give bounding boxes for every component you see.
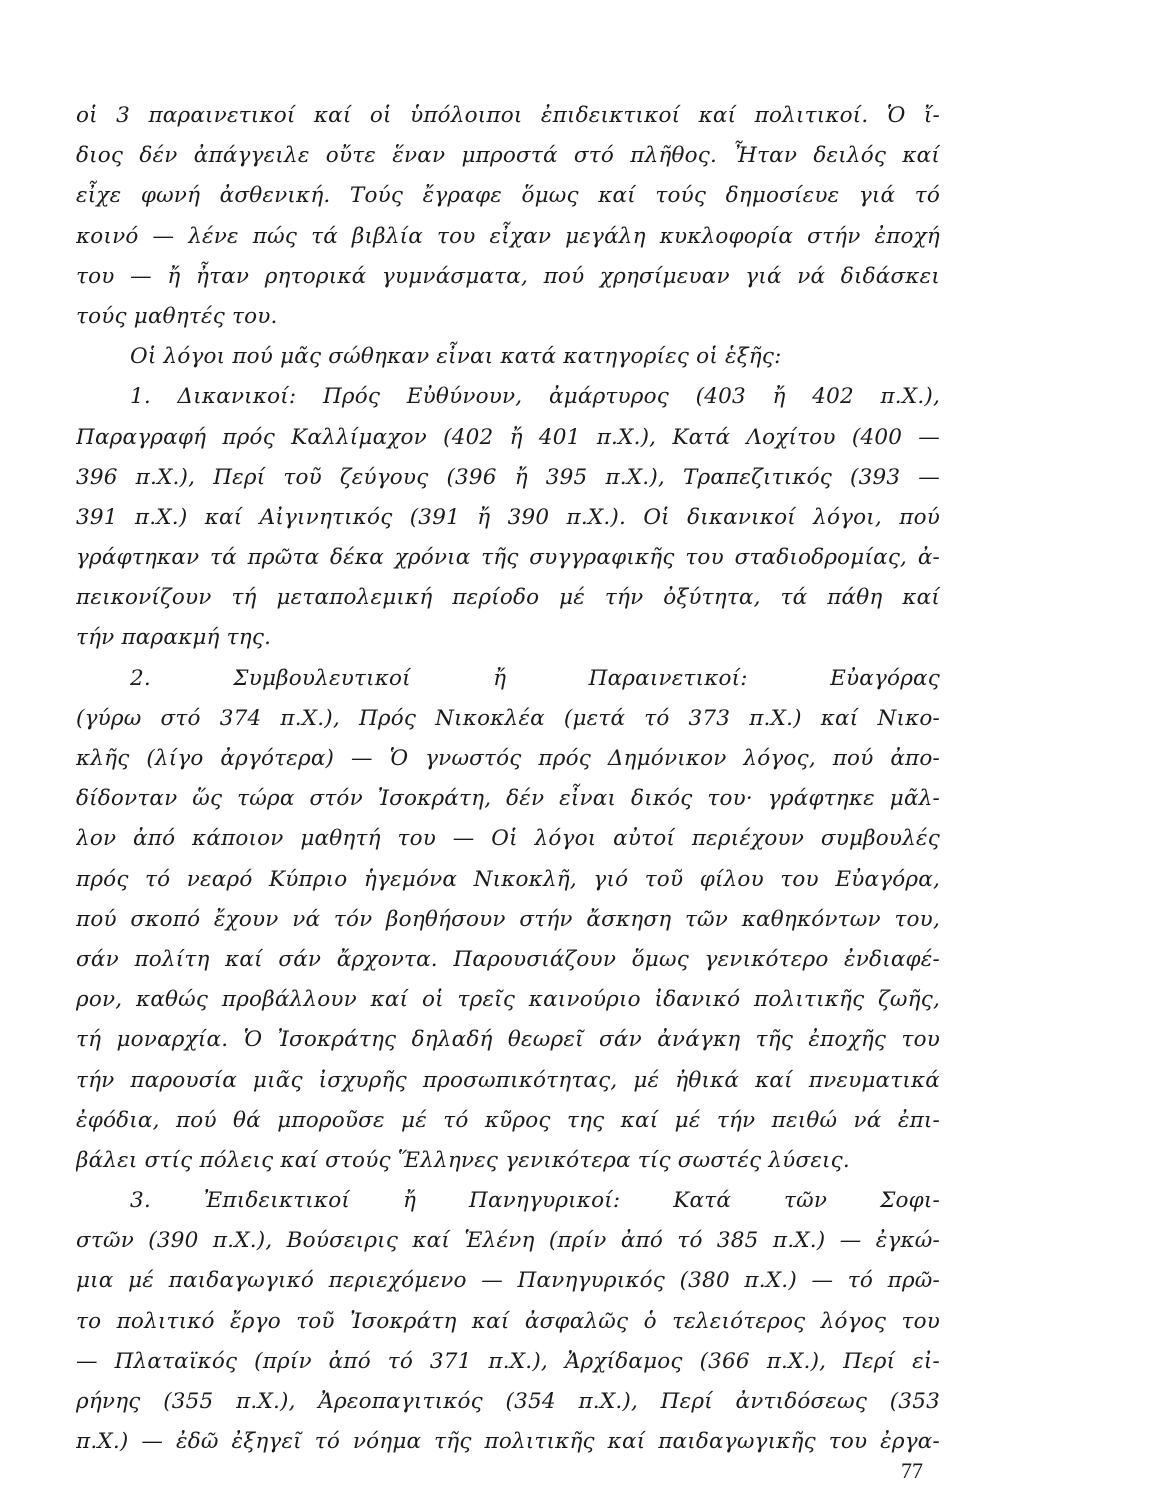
text-line: γράφτηκαν τά πρῶτα δέκα χρόνια τῆς συγγραφικῆς του σταδιοδρομίας, ἀ- bbox=[76, 545, 940, 571]
text-line: εἶχε φωνή ἀσθενική. Τούς ἔγραφε ὅμως καί τούς δημοσίευε γιά τό bbox=[76, 183, 940, 209]
text-line: ρον, καθώς προβάλλουν καί οἱ τρεῖς καινούριο ἰδανικό πολιτικῆς ζωῆς, bbox=[76, 987, 940, 1013]
text-line: τήν παρακμή της. bbox=[76, 625, 272, 651]
text-line: 396 π.Χ.), Περί τοῦ ζεύγους (396 ἤ 395 π.Χ.), Τραπεζιτικός (393 — bbox=[76, 464, 940, 490]
text-line: πού σκοπό ἔχουν νά τόν βοηθήσουν στήν ἄσκηση τῶν καθηκόντων του, bbox=[76, 906, 940, 932]
text-line: βάλει στίς πόλεις καί στούς Ἕλληνες γενικότερα τίς σωστές λύσεις. bbox=[76, 1147, 850, 1173]
text-line: π.Χ.) — ἐδῶ ἐξηγεῖ τό νόημα τῆς πολιτικῆς καί παιδαγωγικῆς του ἐργα- bbox=[76, 1429, 940, 1455]
text-line: του — ἤ ἦταν ρητορικά γυμνάσματα, πού χρησίμευαν γιά νά διδάσκει bbox=[76, 263, 940, 289]
text-line: σάν πολίτη καί σάν ἄρχοντα. Παρουσιάζουν ὅμως γενικότερο ἐνδιαφέ- bbox=[76, 946, 940, 972]
text-line: οἱ 3 παραινετικοί καί οἱ ὑπόλοιποι ἐπιδεικτικοί καί πολιτικοί. Ὁ ἴ- bbox=[76, 103, 940, 128]
text-line: τή μοναρχία. Ὁ Ἰσοκράτης δηλαδή θεωρεῖ σάν ἀνάγκη τῆς ἐποχῆς του bbox=[76, 1027, 940, 1053]
text-line: Οἱ λόγοι πού μᾶς σώθηκαν εἶναι κατά κατηγορίες οἱ ἑξῆς: bbox=[130, 344, 782, 370]
text-line: πρός τό νεαρό Κύπριο ἡγεμόνα Νικοκλῆ, γιό τοῦ φίλου του Εὐαγόρα, bbox=[76, 866, 940, 892]
text-line: τήν παρουσία μιᾶς ἰσχυρῆς προσωπικότητας, μέ ἠθικά καί πνευματικά bbox=[76, 1067, 940, 1093]
list-item-heading: 2. Συμβουλευτικοί ἤ Παραινετικοί: Εὐαγόρας bbox=[130, 665, 940, 691]
text-line: δίδονταν ὥς τώρα στόν Ἰσοκράτη, δέν εἶναι δικός του· γράφτηκε μᾶλ- bbox=[76, 786, 940, 812]
text-line: (γύρω στό 374 π.Χ.), Πρός Νικοκλέα (μετά τό 373 π.Χ.) καί Νικο- bbox=[76, 705, 940, 731]
text-line: στῶν (390 π.Χ.), Βούσειρις καί Ἑλένη (πρίν ἀπό τό 385 π.Χ.) — ἐγκώ- bbox=[76, 1228, 940, 1254]
text-line: Παραγραφή πρός Καλλίμαχον (402 ἤ 401 π.Χ.), Κατά Λοχίτου (400 — bbox=[76, 424, 940, 450]
text-line: ἐφόδια, πού θά μποροῦσε μέ τό κῦρος της καί μέ τήν πειθώ νά ἐπι- bbox=[76, 1107, 940, 1133]
text-line: τούς μαθητές του. bbox=[76, 303, 278, 329]
text-line: — Πλαταϊκός (πρίν ἀπό τό 371 π.Χ.), Ἀρχίδαμος (366 π.Χ.), Περί εἰ- bbox=[76, 1348, 940, 1374]
list-item-heading: 3. Ἐπιδεικτικοί ἤ Πανηγυρικοί: Κατά τῶν Σοφι- bbox=[130, 1188, 940, 1214]
text-line: 391 π.Χ.) καί Αἰγινητικός (391 ἤ 390 π.Χ.). Οἱ δικανικοί λόγοι, πού bbox=[76, 504, 940, 530]
page-number: 77 bbox=[901, 1458, 923, 1483]
page-body bbox=[76, 96, 940, 1456]
text-line: πεικονίζουν τή μεταπολεμική περίοδο μέ τήν ὀξύτητα, τά πάθη καί bbox=[76, 585, 940, 611]
text-line: λον ἀπό κάποιον μαθητή του — Οἱ λόγοι αὐτοί περιέχουν συμβουλές bbox=[76, 826, 940, 852]
text-line: το πολιτικό ἔργο τοῦ Ἰσοκράτη καί ἀσφαλῶς ὁ τελειότερος λόγος του bbox=[76, 1308, 940, 1334]
text-line: κοινό — λένε πώς τά βιβλία του εἶχαν μεγάλη κυκλοφορία στήν ἐποχή bbox=[76, 223, 940, 249]
list-item-heading: 1. Δικανικοί: Πρός Εὐθύνουν, ἀμάρτυρος (403 ἤ 402 π.Χ.), bbox=[130, 384, 940, 410]
text-line: διος δέν ἀπάγγειλε οὔτε ἕναν μπροστά στό πλῆθος. Ἦταν δειλός καί bbox=[76, 143, 940, 169]
text-line: κλῆς (λίγο ἀργότερα) — Ὁ γνωστός πρός Δημόνικον λόγος, πού ἀπο- bbox=[76, 746, 940, 771]
text-line: μια μέ παιδαγωγικό περιεχόμενο — Πανηγυρικός (380 π.Χ.) — τό πρῶ- bbox=[76, 1268, 940, 1294]
text-line: ρήνης (355 π.Χ.), Ἀρεοπαγιτικός (354 π.Χ.), Περί ἀντιδόσεως (353 bbox=[76, 1389, 940, 1414]
